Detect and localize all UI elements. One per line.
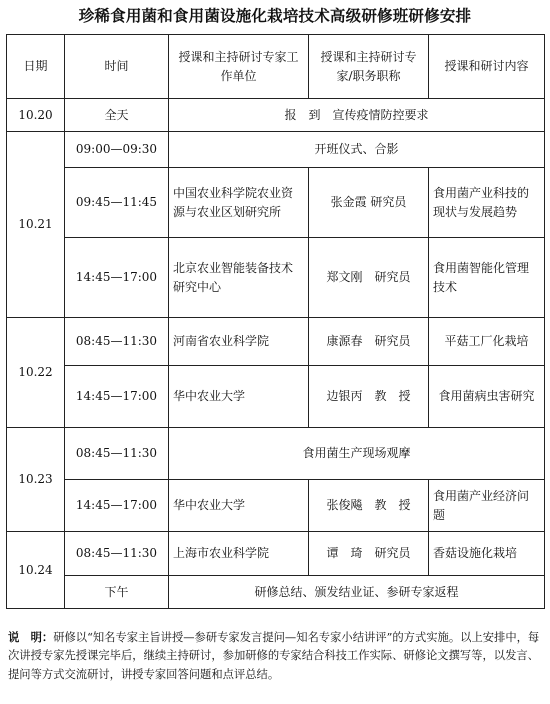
time-cell: 全天	[65, 99, 169, 132]
activity-cell: 研修总结、颁发结业证、参研专家返程	[169, 576, 545, 609]
note-paragraph	[8, 628, 542, 684]
expert-cell: 张俊飚 教 授	[309, 480, 429, 532]
time-cell: 08:45—11:30	[65, 532, 169, 576]
table-row	[7, 576, 545, 609]
unit-cell: 上海市农业科学院	[169, 532, 309, 576]
header-content: 授课和研讨内容	[429, 35, 545, 99]
table-row	[7, 480, 545, 532]
content-cell: 平菇工厂化栽培	[429, 318, 545, 366]
header-unit: 授课和主持研讨专家工作单位	[169, 35, 309, 99]
expert-cell: 边银丙 教 授	[309, 366, 429, 428]
date-cell: 10.23	[7, 428, 65, 532]
content-cell: 食用菌病虫害研究	[429, 366, 545, 428]
table-row	[7, 99, 545, 132]
header-date: 日期	[7, 35, 65, 99]
header-row	[7, 35, 545, 99]
header-time: 时间	[65, 35, 169, 99]
time-cell: 14:45—17:00	[65, 366, 169, 428]
table-row	[7, 238, 545, 318]
unit-cell: 华中农业大学	[169, 480, 309, 532]
time-cell: 14:45—17:00	[65, 238, 169, 318]
note-text: 研修以“知名专家主旨讲授—参研专家发言提问—知名专家小结讲评”的方式实施。以上安排中，每次讲授专家先授课完毕后，继续主持研讨，参加研修的专家结合科技工作实际、研修论文撰写等，以发言、提问等方式交流研讨，讲授专家回答问题和点评总结。	[8, 631, 540, 681]
schedule-table	[6, 34, 545, 609]
table-row	[7, 366, 545, 428]
date-cell: 10.24	[7, 532, 65, 609]
time-cell: 08:45—11:30	[65, 318, 169, 366]
time-cell: 下午	[65, 576, 169, 609]
expert-cell: 谭 琦 研究员	[309, 532, 429, 576]
activity-cell: 报 到 宣传疫情防控要求	[169, 99, 545, 132]
expert-cell: 康源春 研究员	[309, 318, 429, 366]
unit-cell: 北京农业智能装备技术研究中心	[169, 238, 309, 318]
unit-cell: 华中农业大学	[169, 366, 309, 428]
date-cell: 10.20	[7, 99, 65, 132]
activity-cell: 食用菌生产现场观摩	[169, 428, 545, 480]
table-row	[7, 318, 545, 366]
content-cell: 香菇设施化栽培	[429, 532, 545, 576]
time-cell: 08:45—11:30	[65, 428, 169, 480]
expert-cell: 郑文刚 研究员	[309, 238, 429, 318]
time-cell: 09:00—09:30	[65, 132, 169, 168]
unit-cell: 中国农业科学院农业资源与农业区划研究所	[169, 168, 309, 238]
activity-cell: 开班仪式、合影	[169, 132, 545, 168]
content-cell: 食用菌产业经济问题	[429, 480, 545, 532]
table-row	[7, 168, 545, 238]
time-cell: 09:45—11:45	[65, 168, 169, 238]
header-expert: 授课和主持研讨专家/职务职称	[309, 35, 429, 99]
time-cell: 14:45—17:00	[65, 480, 169, 532]
note-label: 说 明：	[8, 630, 54, 644]
page-title: 珍稀食用菌和食用菌设施化栽培技术高级研修班研修安排	[78, 6, 472, 25]
date-cell: 10.21	[7, 132, 65, 318]
expert-cell: 张金霞 研究员	[309, 168, 429, 238]
date-cell: 10.22	[7, 318, 65, 428]
content-cell: 食用菌产业科技的现状与发展趋势	[429, 168, 545, 238]
table-row	[7, 428, 545, 480]
table-row	[7, 132, 545, 168]
content-cell: 食用菌智能化管理技术	[429, 238, 545, 318]
unit-cell: 河南省农业科学院	[169, 318, 309, 366]
table-row	[7, 532, 545, 576]
